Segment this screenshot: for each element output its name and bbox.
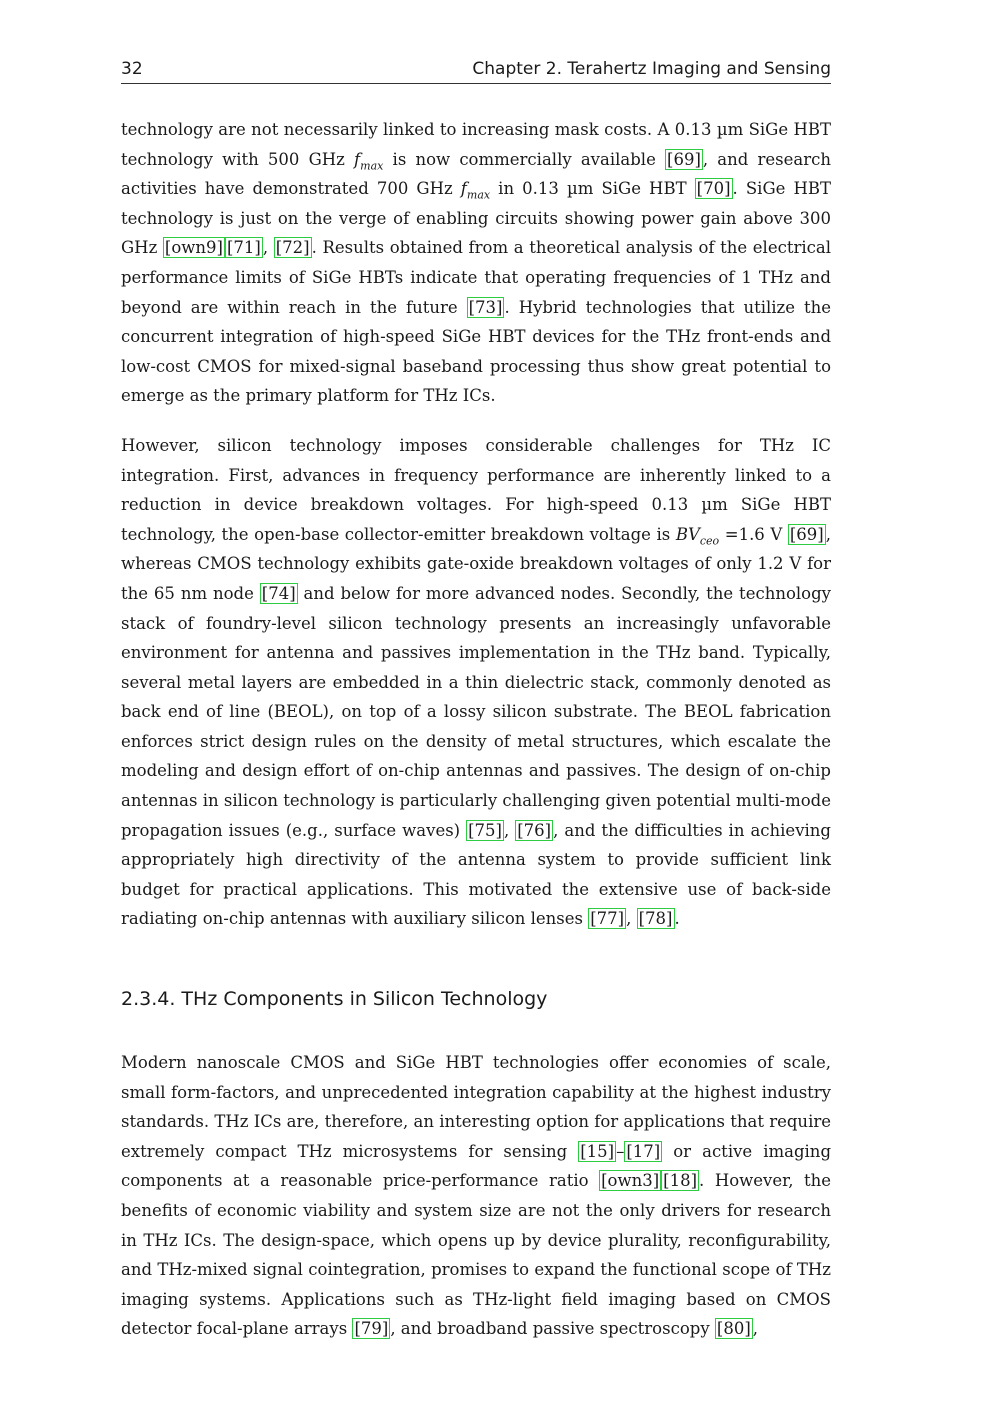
text-span: – xyxy=(616,1141,625,1161)
math-subscript: ceo xyxy=(699,534,720,548)
citation-link[interactable]: [71] xyxy=(226,238,261,258)
math-symbol: BV xyxy=(675,524,700,544)
citation-link[interactable]: [77] xyxy=(590,909,625,929)
page-number: 32 xyxy=(121,59,143,79)
text-span: technology are not necessarily linked to increasing mask costs. A 0.13 µm SiGe HBT technology with 500 GHz xyxy=(121,120,831,169)
text-span: , xyxy=(504,820,516,840)
math-symbol: f xyxy=(460,179,467,199)
text-span: . Hybrid technologies that utilize the concurrent integration of high-speed SiGe HBT devices for the THz front-ends and low-cost CMOS for mixed-signal baseband processing thus show great potential to emerge as the primary platform for THz ICs. xyxy=(121,297,831,406)
math-subscript: max xyxy=(466,188,491,202)
text-span: , and the difficulties in achieving appropriately high directivity of the antenna system to provide sufficient link budget for practical applications. This motivated the extensive use of back-side radiating on-chip antennas with auxiliary silicon lenses xyxy=(121,820,831,929)
citation-link[interactable]: [own3] xyxy=(601,1171,660,1191)
text-span: , xyxy=(626,909,637,929)
citation-link[interactable]: [73] xyxy=(468,297,503,317)
text-span: . However, the benefits of economic viability and system size are not the only drivers for research in THz ICs. The design-space, which opens up by device plurality, reconfigurability, and THz-mixed signal cointegration, promises to expand the functional scope of THz imaging systems. Applications such as THz-light field imaging based on CMOS detector focal-plane arrays xyxy=(121,1171,831,1339)
page xyxy=(121,58,831,1344)
text-span: . Results obtained from a theoretical analysis of the electrical performance limits of SiGe HBTs indicate that operating frequencies of 1 THz and beyond are within reach in the future xyxy=(121,238,831,317)
running-head xyxy=(121,58,831,84)
text-span: , xyxy=(262,238,274,258)
text-span: in 0.13 µm SiGe HBT xyxy=(490,179,695,199)
math-fmax xyxy=(460,179,491,202)
citation-link[interactable]: [own9] xyxy=(164,238,223,258)
citation-link[interactable]: [80] xyxy=(716,1319,751,1339)
paragraph-1 xyxy=(121,115,831,411)
text-span: . xyxy=(674,909,680,929)
citation-link[interactable]: [69] xyxy=(667,149,701,169)
math-subscript: max xyxy=(360,158,384,172)
citation-link[interactable]: [75] xyxy=(468,820,502,840)
citation-link[interactable]: [74] xyxy=(261,583,296,603)
math-symbol: f xyxy=(354,149,361,169)
text-span: , whereas CMOS technology exhibits gate-oxide breakdown voltages of only 1.2 V for the 65 nm node xyxy=(121,524,831,603)
text-span: and below for more advanced nodes. Secondly, the technology stack of foundry-level silicon technology presents an increasingly unfavorable environment for antenna and passives implementation in the THz band. Typically, several metal layers are embedded in a thin dielectric stack, commonly denoted as back end of line (BEOL), on top of a lossy silicon substrate. The BEOL fabrication enforces strict design rules on the density of metal structures, which escalate the modeling and design effort of on-chip antennas and passives. The design of on-chip antennas in silicon technology is particularly challenging given potential multi-mode propagation issues (e.g., surface waves) xyxy=(121,583,831,840)
math-fmax xyxy=(354,149,384,172)
citation-link[interactable]: [76] xyxy=(517,820,552,840)
text-span: , and broadband passive spectroscopy xyxy=(390,1319,715,1339)
citation-link[interactable]: [15] xyxy=(580,1141,615,1161)
citation-link[interactable]: [17] xyxy=(626,1141,661,1161)
text-span: , xyxy=(752,1319,759,1339)
text-span: or active imaging components at a reasonable price-performance ratio xyxy=(121,1141,831,1191)
text-span: =1.6 V xyxy=(719,524,788,544)
math-bvceo xyxy=(675,524,720,548)
text-span: Modern nanoscale CMOS and SiGe HBT technologies offer economies of scale, small form-factors, and unprecedented integration capability at the highest industry standards. THz ICs are, therefore, an interesting option for applications that require extremely compact THz microsystems for sensing xyxy=(121,1053,831,1161)
citation-link[interactable]: [70] xyxy=(696,179,731,199)
text-span: However, silicon technology imposes considerable challenges for THz IC integration. First, advances in frequency performance are inherently linked to a reduction in device breakdown voltages. For high-speed 0.13 µm SiGe HBT technology, the open-base collector-emitter breakdown voltage is xyxy=(121,435,831,544)
citation-link[interactable]: [78] xyxy=(638,909,673,929)
text-span: is now commercially available xyxy=(383,149,666,169)
citation-link[interactable]: [72] xyxy=(275,238,310,258)
paragraph-2 xyxy=(121,431,831,934)
paragraph-3 xyxy=(121,1048,831,1344)
text-span: . SiGe HBT technology is just on the verge of enabling circuits showing power gain above 300 GHz xyxy=(121,179,832,258)
text-span: , and research activities have demonstrated 700 GHz xyxy=(121,149,831,199)
citation-link[interactable]: [18] xyxy=(663,1171,698,1191)
citation-link[interactable]: [79] xyxy=(354,1319,389,1339)
chapter-title: Chapter 2. Terahertz Imaging and Sensing xyxy=(472,59,831,79)
citation-link[interactable]: [69] xyxy=(789,524,824,544)
section-heading: 2.3.4. THz Components in Silicon Technology xyxy=(121,988,548,1011)
